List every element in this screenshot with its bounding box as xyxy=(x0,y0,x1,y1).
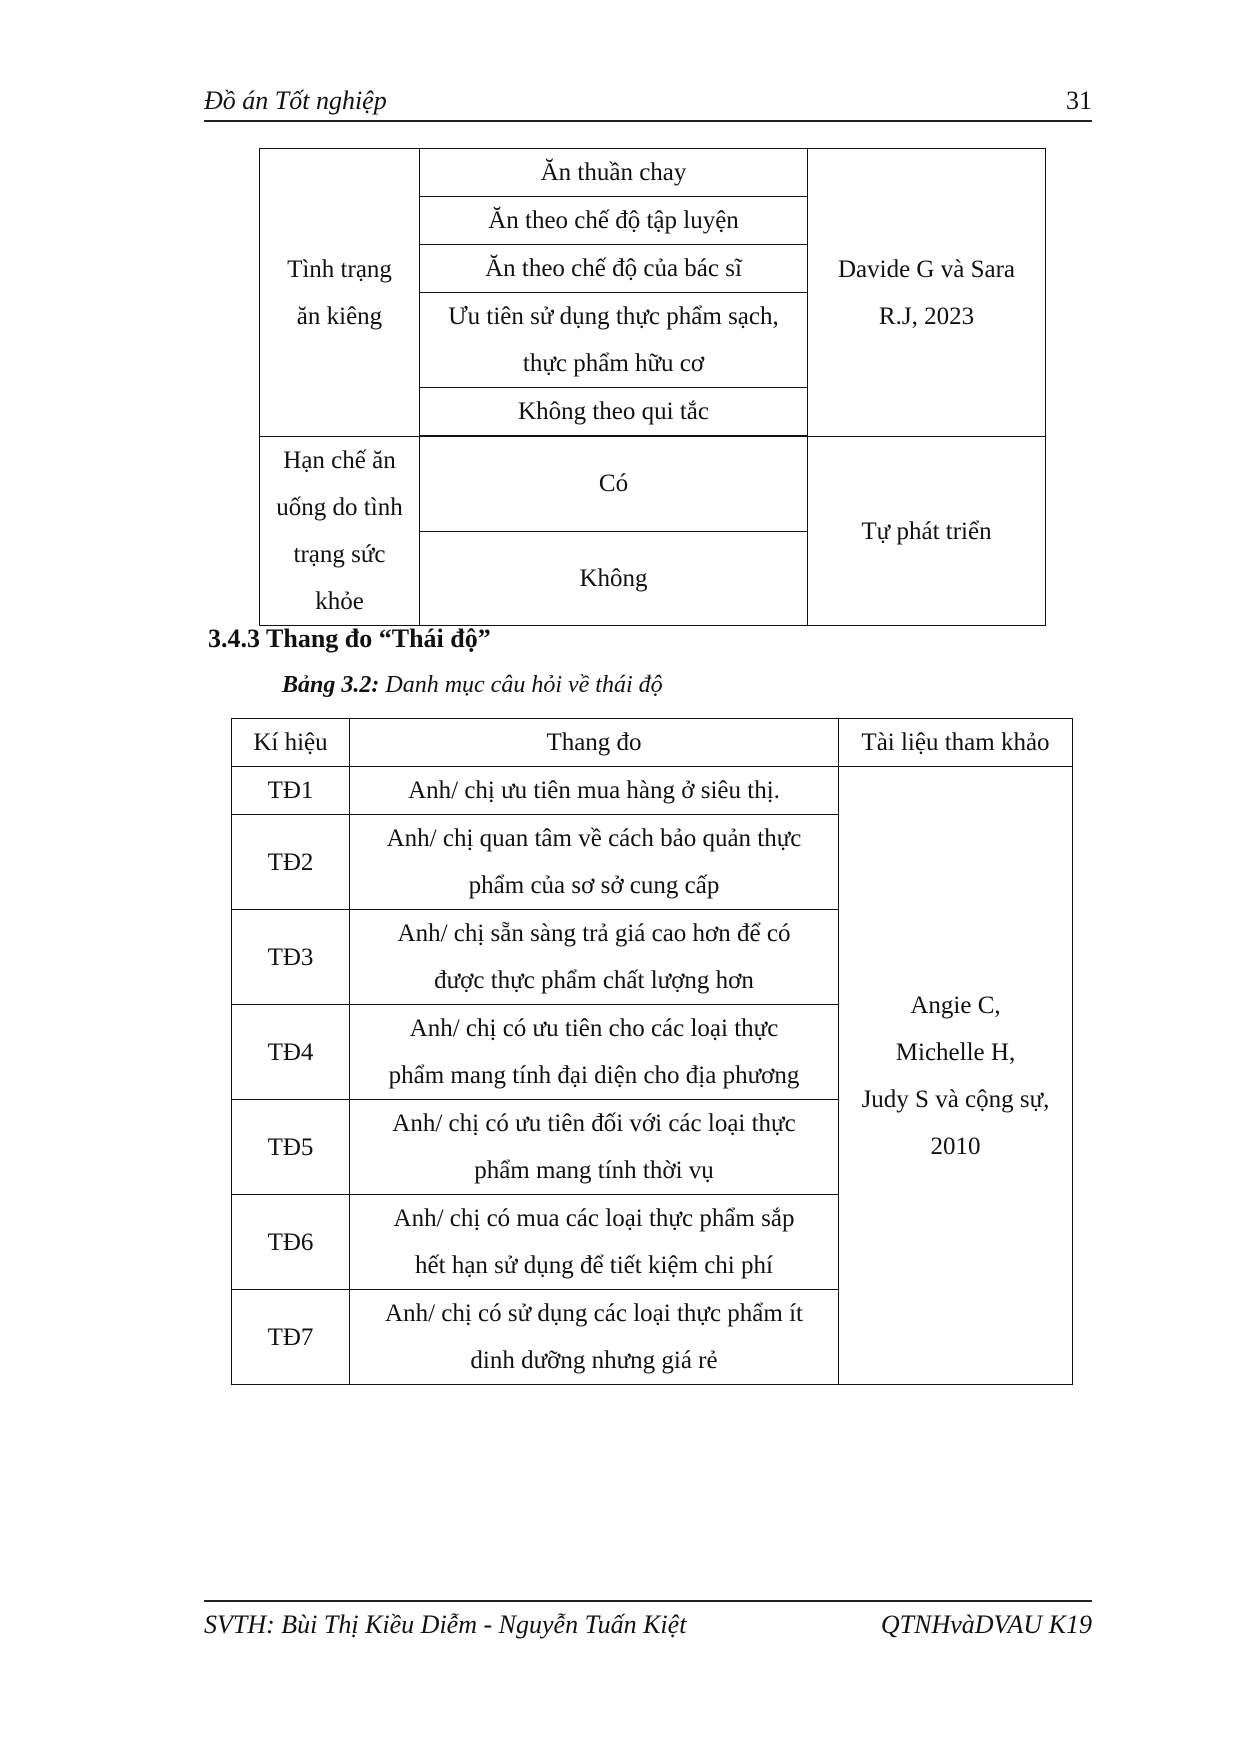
row-item: Anh/ chị có sử dụng các loại thực phẩm ít dinh dưỡng nhưng giá rẻ xyxy=(350,1290,839,1385)
attitude-table xyxy=(231,718,1073,1385)
header-reference: Tài liệu tham khảo xyxy=(839,719,1073,767)
table-row xyxy=(232,767,1073,815)
page-number: 31 xyxy=(1066,86,1092,115)
row-code: TĐ6 xyxy=(232,1195,350,1290)
health-restriction-source: Tự phát triển xyxy=(808,437,1046,626)
row-item: Anh/ chị quan tâm về cách bảo quản thực phẩm của sơ sở cung cấp xyxy=(350,815,839,910)
diet-table xyxy=(259,148,1046,626)
footer-authors: SVTH: Bùi Thị Kiều Diễm - Nguyễn Tuấn Kiệt xyxy=(204,1610,687,1639)
header-scale: Thang đo xyxy=(350,719,839,767)
health-option-yes: Có xyxy=(420,437,808,532)
table-row xyxy=(260,437,1046,532)
attitude-reference: Angie C, Michelle H, Judy S và cộng sự, 2010 xyxy=(839,767,1073,1385)
row-item: Anh/ chị có ưu tiên đối với các loại thực phẩm mang tính thời vụ xyxy=(350,1100,839,1195)
health-restriction-label: Hạn chế ăn uống do tình trạng sức khỏe xyxy=(260,437,420,626)
health-option-no: Không xyxy=(420,531,808,626)
row-item: Anh/ chị ưu tiên mua hàng ở siêu thị. xyxy=(350,767,839,815)
table-row xyxy=(260,149,1046,197)
document-title: Đồ án Tốt nghiệp xyxy=(204,86,387,115)
row-code: TĐ1 xyxy=(232,767,350,815)
table-header-row xyxy=(232,719,1073,767)
footer-class: QTNHvàDVAU K19 xyxy=(880,1610,1092,1639)
diet-option: Ưu tiên sử dụng thực phẩm sạch, thực phẩm hữu cơ xyxy=(420,293,808,388)
diet-option: Ăn thuần chay xyxy=(420,149,808,197)
row-code: TĐ4 xyxy=(232,1005,350,1100)
diet-option: Không theo qui tắc xyxy=(420,388,808,436)
header-code: Kí hiệu xyxy=(232,719,350,767)
row-code: TĐ5 xyxy=(232,1100,350,1195)
row-item: Anh/ chị sẵn sàng trả giá cao hơn để có được thực phẩm chất lượng hơn xyxy=(350,910,839,1005)
row-code: TĐ7 xyxy=(232,1290,350,1385)
section-heading: 3.4.3 Thang đo “Thái độ” xyxy=(208,624,491,653)
page-footer xyxy=(204,1600,1092,1639)
row-code: TĐ2 xyxy=(232,815,350,910)
caption-text: Danh mục câu hỏi về thái độ xyxy=(379,672,663,698)
page-header xyxy=(204,86,1092,122)
table-caption xyxy=(282,672,663,699)
row-item: Anh/ chị có ưu tiên cho các loại thực phẩm mang tính đại diện cho địa phương xyxy=(350,1005,839,1100)
diet-option: Ăn theo chế độ của bác sĩ xyxy=(420,245,808,293)
diet-status-label: Tình trạng ăn kiêng xyxy=(260,149,420,437)
caption-label: Bảng 3.2: xyxy=(282,672,380,698)
row-code: TĐ3 xyxy=(232,910,350,1005)
diet-status-source: Davide G và Sara R.J, 2023 xyxy=(808,149,1046,437)
row-item: Anh/ chị có mua các loại thực phẩm sắp hết hạn sử dụng để tiết kiệm chi phí xyxy=(350,1195,839,1290)
diet-option: Ăn theo chế độ tập luyện xyxy=(420,197,808,245)
